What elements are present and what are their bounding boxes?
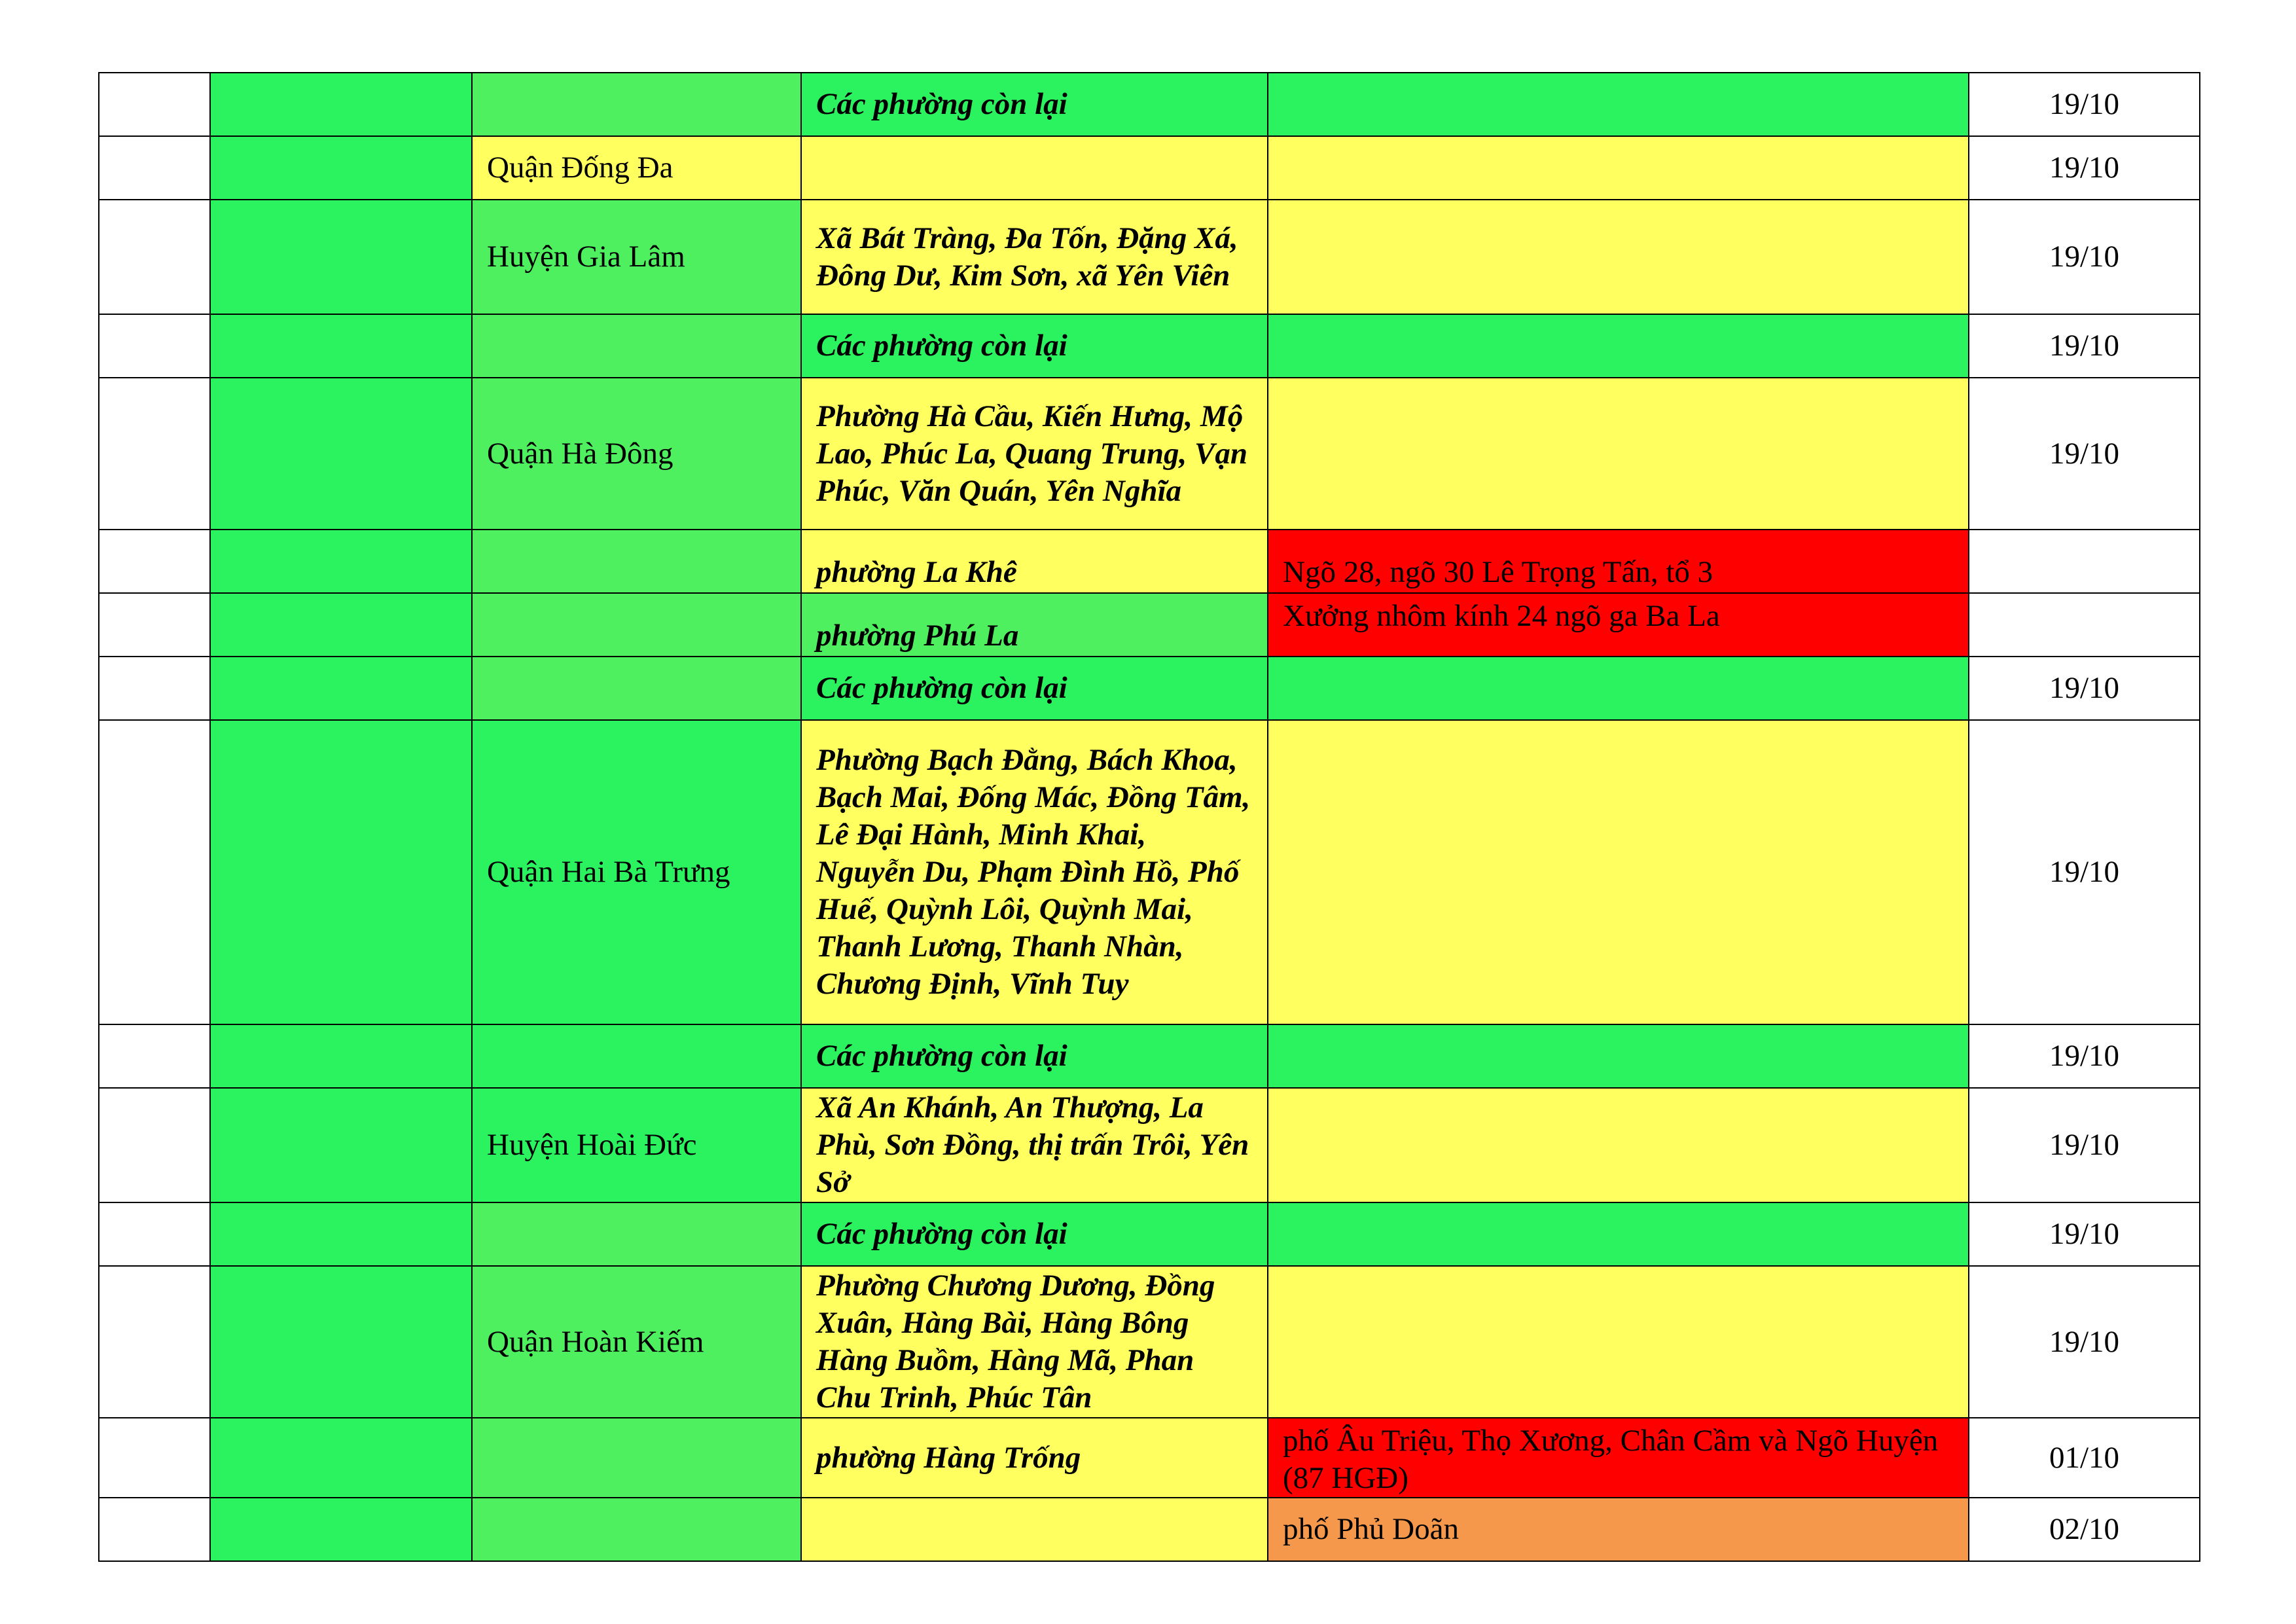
zone-cell: Phường Chương Dương, Đồng Xuân, Hàng Bài, Hàng Bông Hàng Buồm, Hàng Mã, Phan Chu Trinh, Phúc Tân xyxy=(801,1266,1268,1418)
date-cell: 19/10 xyxy=(1969,1088,2200,1202)
city-cell xyxy=(210,530,472,593)
index-cell xyxy=(99,73,210,136)
zone-cell: Xã Bát Tràng, Đa Tốn, Đặng Xá, Đông Dư, Kim Sơn, xã Yên Viên xyxy=(801,200,1268,314)
zone-cell: Các phường còn lại xyxy=(801,1024,1268,1088)
table-row xyxy=(99,593,2200,657)
date-cell: 02/10 xyxy=(1969,1498,2200,1561)
hotspot-cell xyxy=(1268,136,1969,200)
table-row xyxy=(99,1498,2200,1561)
index-cell xyxy=(99,1024,210,1088)
table-row xyxy=(99,1418,2200,1498)
date-cell: 19/10 xyxy=(1969,1202,2200,1266)
date-cell: 19/10 xyxy=(1969,1266,2200,1418)
index-cell xyxy=(99,136,210,200)
table-row xyxy=(99,657,2200,720)
index-cell xyxy=(99,378,210,530)
city-cell xyxy=(210,1024,472,1088)
district-cell xyxy=(472,657,801,720)
city-cell xyxy=(210,593,472,657)
zone-cell xyxy=(801,136,1268,200)
hotspot-cell xyxy=(1268,1202,1969,1266)
date-cell xyxy=(1969,530,2200,593)
date-cell: 19/10 xyxy=(1969,73,2200,136)
zone-cell: phường La Khê xyxy=(801,530,1268,593)
date-cell: 19/10 xyxy=(1969,657,2200,720)
date-cell: 01/10 xyxy=(1969,1418,2200,1498)
city-cell xyxy=(210,378,472,530)
district-cell xyxy=(472,73,801,136)
zone-cell: Các phường còn lại xyxy=(801,657,1268,720)
hotspot-cell xyxy=(1268,1088,1969,1202)
hotspot-cell: phố Phủ Doãn xyxy=(1268,1498,1969,1561)
district-cell xyxy=(472,1202,801,1266)
table-row xyxy=(99,1088,2200,1202)
hotspot-cell: phố Âu Triệu, Thọ Xương, Chân Cầm và Ngõ Huyện (87 HGĐ) xyxy=(1268,1418,1969,1498)
index-cell xyxy=(99,720,210,1024)
hotspot-cell xyxy=(1268,314,1969,378)
date-cell xyxy=(1969,593,2200,657)
date-cell: 19/10 xyxy=(1969,1024,2200,1088)
date-cell: 19/10 xyxy=(1969,378,2200,530)
index-cell xyxy=(99,1202,210,1266)
district-cell: Huyện Gia Lâm xyxy=(472,200,801,314)
date-cell: 19/10 xyxy=(1969,314,2200,378)
district-cell xyxy=(472,314,801,378)
zone-cell: Xã An Khánh, An Thượng, La Phù, Sơn Đồng, thị trấn Trôi, Yên Sở xyxy=(801,1088,1268,1202)
zone-cell: Phường Hà Cầu, Kiến Hưng, Mộ Lao, Phúc La, Quang Trung, Vạn Phúc, Văn Quán, Yên Nghĩa xyxy=(801,378,1268,530)
hotspot-cell xyxy=(1268,378,1969,530)
district-cell xyxy=(472,1024,801,1088)
table-row xyxy=(99,378,2200,530)
hotspot-cell xyxy=(1268,200,1969,314)
district-cell: Quận Hai Bà Trưng xyxy=(472,720,801,1024)
index-cell xyxy=(99,1088,210,1202)
city-cell xyxy=(210,720,472,1024)
hotspot-cell xyxy=(1268,720,1969,1024)
table-row xyxy=(99,720,2200,1024)
index-cell xyxy=(99,200,210,314)
city-cell xyxy=(210,1498,472,1561)
hotspot-cell xyxy=(1268,657,1969,720)
date-cell: 19/10 xyxy=(1969,136,2200,200)
date-cell: 19/10 xyxy=(1969,720,2200,1024)
district-cell xyxy=(472,1418,801,1498)
zone-cell: phường Phú La xyxy=(801,593,1268,657)
zone-risk-table xyxy=(98,72,2200,1562)
hotspot-cell: Ngõ 28, ngõ 30 Lê Trọng Tấn, tổ 3 xyxy=(1268,530,1969,593)
table-row xyxy=(99,1202,2200,1266)
district-cell xyxy=(472,593,801,657)
city-cell xyxy=(210,200,472,314)
table-row xyxy=(99,200,2200,314)
city-cell xyxy=(210,136,472,200)
city-cell xyxy=(210,73,472,136)
district-cell: Quận Hà Đông xyxy=(472,378,801,530)
date-cell: 19/10 xyxy=(1969,200,2200,314)
zone-cell: Các phường còn lại xyxy=(801,314,1268,378)
index-cell xyxy=(99,530,210,593)
index-cell xyxy=(99,1418,210,1498)
city-cell xyxy=(210,314,472,378)
hotspot-cell xyxy=(1268,73,1969,136)
table-row xyxy=(99,73,2200,136)
index-cell xyxy=(99,593,210,657)
district-cell: Quận Đống Đa xyxy=(472,136,801,200)
table-row xyxy=(99,1024,2200,1088)
zone-cell: phường Hàng Trống xyxy=(801,1418,1268,1498)
table-row xyxy=(99,314,2200,378)
hotspot-cell xyxy=(1268,1024,1969,1088)
city-cell xyxy=(210,657,472,720)
district-cell: Huyện Hoài Đức xyxy=(472,1088,801,1202)
index-cell xyxy=(99,1498,210,1561)
zone-cell: Các phường còn lại xyxy=(801,1202,1268,1266)
index-cell xyxy=(99,657,210,720)
district-cell xyxy=(472,530,801,593)
table-row xyxy=(99,530,2200,593)
city-cell xyxy=(210,1202,472,1266)
district-cell: Quận Hoàn Kiếm xyxy=(472,1266,801,1418)
hotspot-cell: Xưởng nhôm kính 24 ngõ ga Ba La xyxy=(1268,593,1969,657)
city-cell xyxy=(210,1418,472,1498)
zone-cell: Phường Bạch Đằng, Bách Khoa, Bạch Mai, Đống Mác, Đồng Tâm, Lê Đại Hành, Minh Khai, Nguyễn Du, Phạm Đình Hồ, Phố Huế, Quỳnh Lôi, Quỳnh Mai, Thanh Lương, Thanh Nhàn, Chương Định, Vĩnh Tuy xyxy=(801,720,1268,1024)
index-cell xyxy=(99,1266,210,1418)
zone-cell: Các phường còn lại xyxy=(801,73,1268,136)
city-cell xyxy=(210,1088,472,1202)
district-cell xyxy=(472,1498,801,1561)
table-row xyxy=(99,1266,2200,1418)
zone-cell xyxy=(801,1498,1268,1561)
hotspot-cell xyxy=(1268,1266,1969,1418)
table-row xyxy=(99,136,2200,200)
city-cell xyxy=(210,1266,472,1418)
index-cell xyxy=(99,314,210,378)
